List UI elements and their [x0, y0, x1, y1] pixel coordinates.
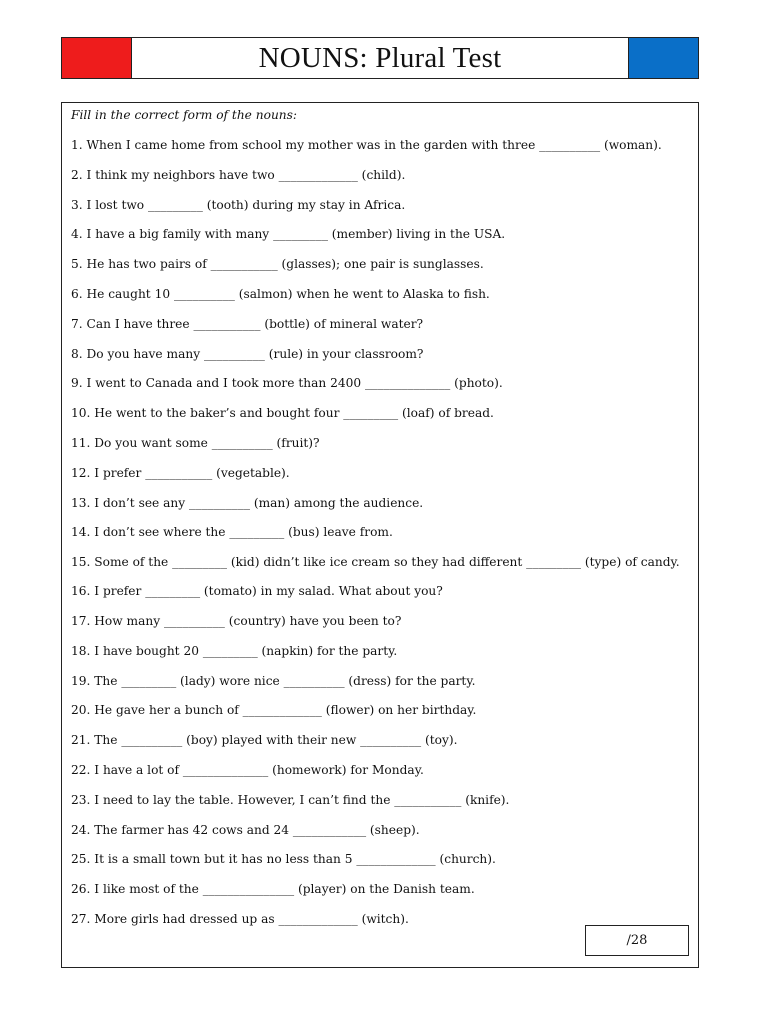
blue-color-block [628, 38, 698, 78]
question-item: 12. I prefer ___________ (vegetable). [71, 465, 290, 480]
question-item: 18. I have bought 20 _________ (napkin) for the party. [71, 643, 398, 658]
red-color-block [62, 38, 132, 78]
question-item: 5. He has two pairs of ___________ (glasses); one pair is sunglasses. [71, 257, 484, 272]
question-item: 4. I have a big family with many _________ (member) living in the USA. [71, 227, 506, 242]
question-item: 26. I like most of the _______________ (player) on the Danish team. [71, 882, 475, 897]
question-item: 16. I prefer _________ (tomato) in my salad. What about you? [71, 584, 443, 599]
question-item: 7. Can I have three ___________ (bottle) of mineral water? [71, 316, 424, 331]
question-item: 8. Do you have many __________ (rule) in your classroom? [71, 346, 424, 361]
question-item: 24. The farmer has 42 cows and 24 ____________ (sheep). [71, 822, 420, 837]
question-item: 1. When I came home from school my mother was in the garden with three __________ (woman). [71, 138, 662, 152]
question-item: 25. It is a small town but it has no less than 5 _____________ (church). [71, 852, 496, 867]
question-item: 15. Some of the _________ (kid) didn’t like ice cream so they had different _________ (type) of candy. [71, 555, 680, 570]
question-item: 10. He went to the baker’s and bought four _________ (loaf) of bread. [71, 406, 494, 421]
question-item: 21. The __________ (boy) played with their new __________ (toy). [71, 733, 458, 748]
question-item: 22. I have a lot of ______________ (homework) for Monday. [71, 762, 424, 777]
question-item: 11. Do you want some __________ (fruit)? [71, 435, 320, 450]
page-title: NOUNS: Plural Test [258, 41, 502, 74]
title-bar [61, 37, 699, 79]
question-item: 3. I lost two _________ (tooth) during my stay in Africa. [71, 197, 406, 212]
question-item: 17. How many __________ (country) have you been to? [71, 613, 402, 628]
worksheet-box [61, 102, 699, 968]
score-box: /28 [585, 925, 689, 956]
question-item: 20. He gave her a bunch of _____________ (flower) on her birthday. [71, 703, 477, 718]
question-item: 23. I need to lay the table. However, I can’t find the ___________ (knife). [71, 792, 510, 807]
question-item: 19. The _________ (lady) wore nice __________ (dress) for the party. [71, 673, 476, 688]
question-item: 2. I think my neighbors have two _____________ (child). [71, 167, 406, 182]
question-item: 14. I don’t see where the _________ (bus) leave from. [71, 525, 393, 540]
instructions-text: Fill in the correct form of the nouns: [71, 108, 298, 122]
question-item: 27. More girls had dressed up as _____________ (witch). [71, 911, 409, 926]
question-item: 9. I went to Canada and I took more than 2400 ______________ (photo). [71, 376, 503, 391]
question-item: 6. He caught 10 __________ (salmon) when he went to Alaska to fish. [71, 286, 490, 301]
question-item: 13. I don’t see any __________ (man) among the audience. [71, 495, 424, 510]
question-list [71, 136, 691, 940]
